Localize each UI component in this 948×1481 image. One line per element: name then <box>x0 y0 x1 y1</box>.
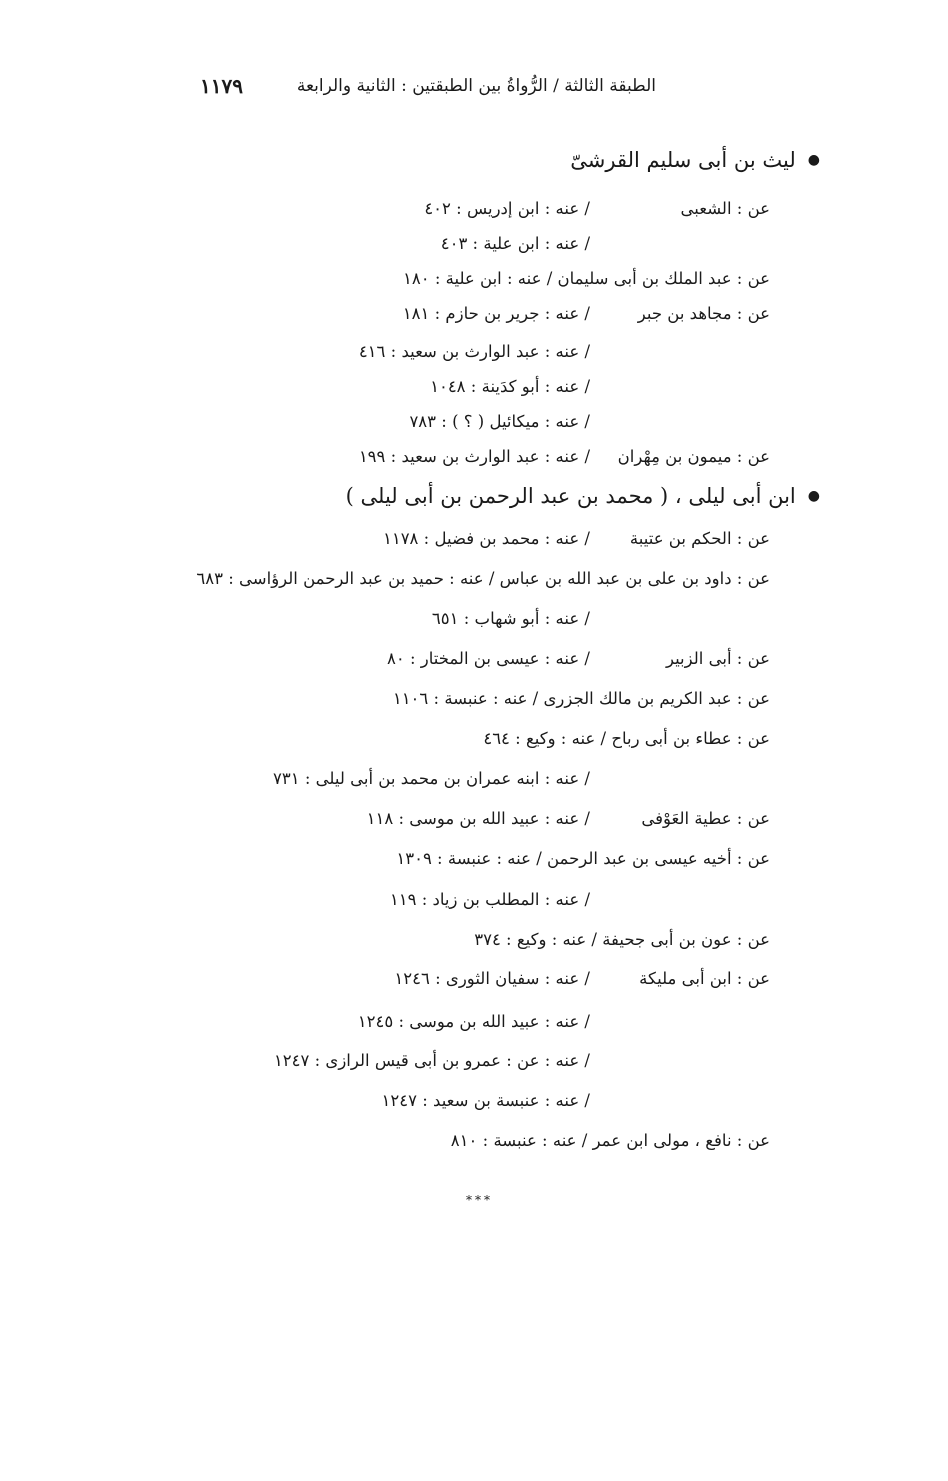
entry-line <box>424 198 770 220</box>
entry-narrator: / عنه : محمد بن فضيل : ١١٧٨ <box>382 529 590 548</box>
entry-source: عن : ميمون بن مِهْران <box>617 447 770 466</box>
entry-line <box>359 446 770 468</box>
entry-line <box>432 608 770 630</box>
entry-line <box>483 728 770 750</box>
entry-narrator: / عنه : جرير بن حازم : ١٨١ <box>402 304 590 323</box>
entry-line <box>474 929 770 951</box>
entry-line <box>390 889 770 911</box>
page-number: ١١٧٩ <box>200 74 243 98</box>
entry-source: عن : عبد الكريم بن مالك الجزرى / عنه : عنبسة : ١١٠٦ <box>392 689 770 708</box>
entry-source: عن : عون بن أبى جحيفة / عنه : وكيع : ٣٧٤ <box>474 930 770 949</box>
entry-source: عن : مجاهد بن جبر <box>637 304 770 323</box>
section-heading-text: ابن أبى ليلى ، ( محمد بن عبد الرحمن بن أبى ليلى ) <box>345 484 796 508</box>
entry-line <box>403 303 770 325</box>
entry-narrator: / عنه : أبو شهاب : ٦٥١ <box>431 609 590 628</box>
bullet-icon: ● <box>807 488 820 504</box>
entry-narrator: / عنه : عبيد الله بن موسى : ١٢٤٥ <box>357 1012 590 1031</box>
entry-narrator: / عنه : سفيان الثورى : ١٢٤٦ <box>394 969 590 988</box>
entry-source: عن : عبد الملك بن أبى سليمان / عنه : ابن علية : ١٨٠ <box>403 269 770 288</box>
section-heading <box>570 148 820 172</box>
entry-narrator: / عنه : عيسى بن المختار : ٨٠ <box>386 649 590 668</box>
section-separator: *** <box>466 1193 493 1207</box>
entry-narrator: / عنه : عن : عمرو بن أبى قيس الرازى : ١٢٤٧ <box>273 1051 590 1070</box>
entry-narrator: / عنه : ابن إدريس : ٤٠٢ <box>424 199 590 218</box>
entry-narrator: / عنه : المطلب بن زياد : ١١٩ <box>389 890 590 909</box>
entry-line <box>382 1090 770 1112</box>
entry-narrator: / عنه : عبد الوارث بن سعيد : ٤١٦ <box>358 342 590 361</box>
entry-source: عن : عطية العَوْفى <box>641 809 770 828</box>
entry-narrator: / عنه : عنبسة بن سعيد : ١٢٤٧ <box>381 1091 590 1110</box>
entry-line <box>409 411 770 433</box>
entry-narrator: / عنه : عبيد الله بن موسى : ١١٨ <box>366 809 590 828</box>
entry-line <box>196 568 770 590</box>
entry-narrator: / عنه : أبو كدَينة : ١٠٤٨ <box>430 377 590 396</box>
entry-line <box>394 968 770 990</box>
entry-line <box>403 268 770 290</box>
entry-source: عن : داود بن على بن عبد الله بن عباس / عنه : حميد بن عبد الرحمن الرؤاسى : ٦٨٣ <box>196 569 770 588</box>
entry-line <box>383 528 770 550</box>
entry-line <box>358 1011 770 1033</box>
entry-source: عن : أبى الزبير <box>665 649 770 668</box>
entry-line <box>393 688 770 710</box>
entry-source: عن : الشعبى <box>680 199 770 218</box>
entry-narrator: / عنه : عبد الوارث بن سعيد : ١٩٩ <box>358 447 590 466</box>
entry-narrator: / عنه : ابنه عمران بن محمد بن أبى ليلى : ٧٣١ <box>273 769 590 788</box>
section-heading-text: ليث بن أبى سليم القرشىّ <box>570 148 796 172</box>
entry-line <box>367 808 770 830</box>
entry-narrator: / عنه : ابن علية : ٤٠٣ <box>440 234 590 253</box>
running-header-title: الطبقة الثالثة / الرُّواةُ بين الطبقتين : الثانية والرابعة <box>296 76 656 96</box>
entry-line <box>274 1050 770 1072</box>
entry-source: عن : عطاء بن أبى رباح / عنه : وكيع : ٤٦٤ <box>483 729 770 748</box>
section-heading <box>346 484 820 508</box>
entry-line <box>430 376 770 398</box>
entry-line <box>359 341 770 363</box>
entry-line <box>441 233 770 255</box>
entry-line <box>387 648 770 670</box>
entry-narrator: / عنه : ميكائيل ( ؟ ) : ٧٨٣ <box>409 412 590 431</box>
entry-source: عن : الحكم بن عتيبة <box>629 529 770 548</box>
bullet-icon: ● <box>807 152 820 168</box>
entry-source: عن : ابن أبى مليكة <box>639 969 770 988</box>
entry-source: عن : أخيه عيسى بن عبد الرحمن / عنه : عنبسة : ١٣٠٩ <box>396 849 770 868</box>
entry-source: عن : نافع ، مولى ابن عمر / عنه : عنبسة : ٨١٠ <box>450 1131 770 1150</box>
entry-line <box>273 768 770 790</box>
entry-line <box>396 848 770 870</box>
entry-line <box>451 1130 770 1152</box>
